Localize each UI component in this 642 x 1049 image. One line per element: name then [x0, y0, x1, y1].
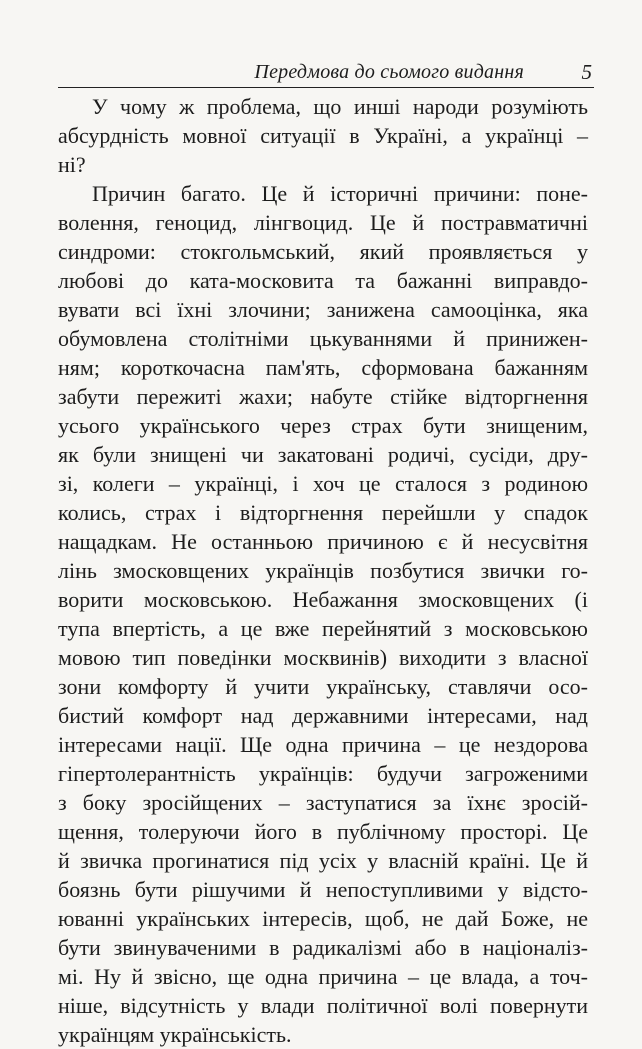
text-line: зі, колеги – українці, і хоч це сталося з родиною	[58, 471, 588, 496]
text-line: колись, страх і відторгнення перейшли у спадок	[58, 500, 588, 525]
text-line: інтересами нації. Ще одна причина – це нездорова	[58, 732, 588, 757]
text-line: усього українського через страх бути знищеним,	[58, 413, 588, 438]
running-header	[58, 61, 594, 88]
text-line: щення, толеруючи його в публічному просторі. Це	[58, 819, 588, 844]
paragraph	[58, 92, 588, 179]
text-line: бути звинуваченими в радикалізмі або в націоналіз-	[58, 935, 588, 960]
text-line: боязнь бути рішучими й непоступливими у відсто-	[58, 877, 588, 902]
text-line: Причин багато. Це й історичні причини: поне-	[92, 181, 588, 206]
page-number: 5	[581, 60, 592, 84]
text-line: нащадкам. Не останньою причиною є й несусвітня	[58, 529, 588, 554]
text-line: українцям українськість.	[58, 1022, 292, 1047]
text-line: лінь змосковщених українців позбутися звички го-	[58, 558, 588, 583]
text-line: абсурдність мовної ситуації в Україні, а українці –	[58, 123, 588, 148]
text-line: ням; короткочасна пам'ять, сформована бажанням	[58, 355, 588, 380]
text-line: юванні українських інтересів, щоб, не дай Боже, не	[58, 906, 588, 931]
text-line: мовою тип поведінки москвинів) виходити з власної	[58, 645, 588, 670]
text-line: тупа впертість, а це вже перейнятий з московською	[58, 616, 588, 641]
text-line: ворити московською. Небажання змосковщених (і	[58, 587, 588, 612]
text-line: ніше, відсутність у влади політичної волі повернути	[58, 993, 588, 1018]
text-line: волення, геноцид, лінгвоцид. Це й постравматичні	[58, 210, 588, 235]
text-line: обумовлена столітніми цькуваннями й принижен-	[58, 326, 588, 351]
text-line: й звичка прогинатися під усіх у власній країні. Це й	[58, 848, 588, 873]
text-line: синдроми: стокгольмський, який проявляється у	[58, 239, 588, 264]
text-line: ні?	[58, 152, 86, 177]
text-line: мі. Ну й звісно, ще одна причина – це влада, а точ-	[58, 964, 588, 989]
paragraphs	[58, 92, 588, 1049]
text-line: У чому ж проблема, що инші народи розуміють	[92, 94, 588, 119]
text-line: вувати всі їхні злочини; занижена самооцінка, яка	[58, 297, 588, 322]
text-line: зони комфорту й учити українську, ставлячи осо-	[58, 674, 588, 699]
text-line: забути пережиті жахи; набуте стійке відторгнення	[58, 384, 588, 409]
text-line: як були знищені чи закатовані родичі, сусіди, дру-	[58, 442, 588, 467]
body-text	[58, 92, 588, 1049]
text-line: з боку зросійщених – заступатися за їхнє зросій-	[58, 790, 588, 815]
paragraph	[58, 179, 588, 1049]
text-line: гіпертолерантність українців: будучи загроженими	[58, 761, 588, 786]
text-line: любові до ката-московита та бажанні виправдо-	[58, 268, 588, 293]
text-line: бистий комфорт над державними інтересами, над	[58, 703, 588, 728]
running-title: Передмова до сьомого видання	[254, 61, 524, 83]
